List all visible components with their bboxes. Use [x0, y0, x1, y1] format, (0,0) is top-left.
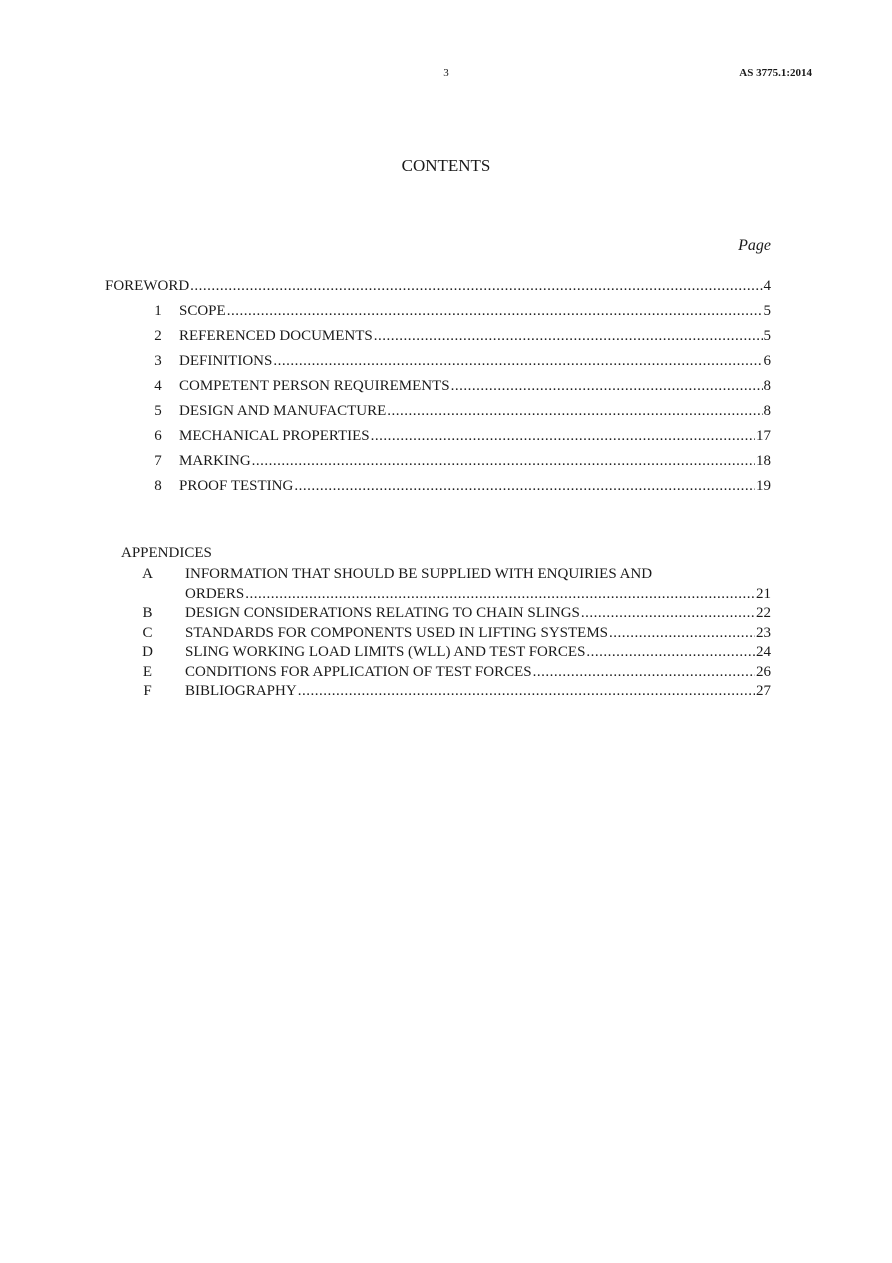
dot-leader [533, 663, 755, 683]
toc-entry-design-and-manufacture[interactable] [121, 399, 771, 424]
appendix-letter: C [142, 624, 153, 641]
toc-entry-number: 5 [154, 403, 162, 419]
toc-entry-label: MARKING [179, 453, 251, 469]
appendix-page: 27 [756, 683, 771, 699]
toc-entry-page: 19 [756, 478, 771, 494]
toc-entry-scope[interactable] [121, 299, 771, 324]
toc-entry-page: 5 [763, 303, 771, 319]
toc-entry-definitions[interactable] [121, 349, 771, 374]
appendix-a-first-line [121, 565, 771, 585]
appendix-page: 26 [756, 663, 771, 680]
toc-entry-label: COMPETENT PERSON REQUIREMENTS [179, 378, 450, 394]
toc-entry-mechanical-properties[interactable] [121, 424, 771, 449]
toc-entry-foreword[interactable] [105, 274, 771, 299]
appendix-page: 24 [756, 644, 771, 660]
dot-leader [273, 349, 762, 374]
appendix-label: SLING WORKING LOAD LIMITS (WLL) AND TEST FORCES [185, 644, 586, 660]
appendix-c-entry[interactable] [121, 624, 771, 644]
appendix-a-second-line [121, 585, 771, 605]
appendix-e-entry[interactable] [121, 663, 771, 683]
appendix-page: 21 [756, 585, 771, 602]
toc-entry-page: 8 [763, 378, 771, 394]
document-id: AS 3775.1:2014 [739, 67, 812, 79]
toc-entry-label: REFERENCED DOCUMENTS [179, 328, 373, 344]
appendices-list [121, 565, 771, 702]
dot-leader [245, 585, 755, 605]
dot-leader [609, 624, 755, 644]
toc-entry-number: 7 [154, 453, 162, 469]
dot-leader [387, 399, 762, 424]
toc-entry-label: DESIGN AND MANUFACTURE [179, 403, 387, 419]
dot-leader [294, 474, 755, 499]
dot-leader [298, 682, 755, 702]
appendix-page: 22 [756, 605, 771, 621]
dot-leader [371, 424, 755, 449]
appendix-letter: E [142, 663, 153, 680]
contents-title: CONTENTS [401, 156, 491, 175]
toc-entry-page: 6 [763, 353, 771, 369]
appendix-letter: D [142, 644, 153, 660]
dot-leader [586, 643, 755, 663]
toc-entry-number: 4 [154, 378, 162, 394]
toc-entry-number: 2 [154, 328, 162, 344]
appendix-label: ORDERS [185, 585, 245, 602]
toc-entry-marking[interactable] [121, 449, 771, 474]
toc-entry-label: PROOF TESTING [179, 478, 294, 494]
main-contents-list [105, 274, 771, 499]
dot-leader [227, 299, 763, 324]
toc-entry-competent-person-requirements[interactable] [121, 374, 771, 399]
toc-entry-page: 5 [763, 328, 771, 344]
dot-leader [581, 604, 755, 624]
toc-entry-label: MECHANICAL PROPERTIES [179, 428, 370, 444]
page-number: 3 [443, 67, 449, 79]
toc-entry-page: 17 [756, 428, 771, 444]
appendix-label-line1: INFORMATION THAT SHOULD BE SUPPLIED WITH ENQUIRIES AND [185, 566, 653, 582]
toc-entry-referenced-documents[interactable] [121, 324, 771, 349]
toc-entry-number: 8 [154, 478, 162, 494]
toc-entry-page: 8 [763, 403, 771, 419]
toc-entry-label: FOREWORD [105, 278, 190, 294]
appendix-letter: B [142, 605, 153, 621]
toc-entry-label: DEFINITIONS [179, 353, 273, 369]
appendix-label: DESIGN CONSIDERATIONS RELATING TO CHAIN SLINGS [185, 605, 580, 621]
dot-leader [190, 274, 762, 299]
toc-entry-page: 18 [756, 453, 771, 469]
toc-entry-label: SCOPE [179, 303, 226, 319]
appendix-d-entry[interactable] [121, 643, 771, 663]
toc-entry-page: 4 [763, 278, 771, 294]
dot-leader [451, 374, 763, 399]
toc-entry-number: 1 [154, 303, 162, 319]
appendix-label: STANDARDS FOR COMPONENTS USED IN LIFTING SYSTEMS [185, 624, 609, 641]
page-column-label: Page [738, 237, 771, 254]
appendix-label: BIBLIOGRAPHY [185, 683, 297, 699]
dot-leader [252, 449, 755, 474]
appendix-f-entry[interactable] [121, 682, 771, 702]
toc-entry-number: 3 [154, 353, 162, 369]
appendix-page: 23 [756, 624, 771, 641]
dot-leader [374, 324, 763, 349]
appendix-a-entry[interactable] [121, 565, 771, 604]
toc-entry-proof-testing[interactable] [121, 474, 771, 499]
appendix-b-entry[interactable] [121, 604, 771, 624]
appendix-letter: F [143, 683, 152, 699]
toc-entry-number: 6 [154, 428, 162, 444]
appendix-letter: A [142, 566, 153, 582]
appendices-heading: APPENDICES [121, 545, 212, 561]
appendix-label: CONDITIONS FOR APPLICATION OF TEST FORCES [185, 663, 532, 680]
